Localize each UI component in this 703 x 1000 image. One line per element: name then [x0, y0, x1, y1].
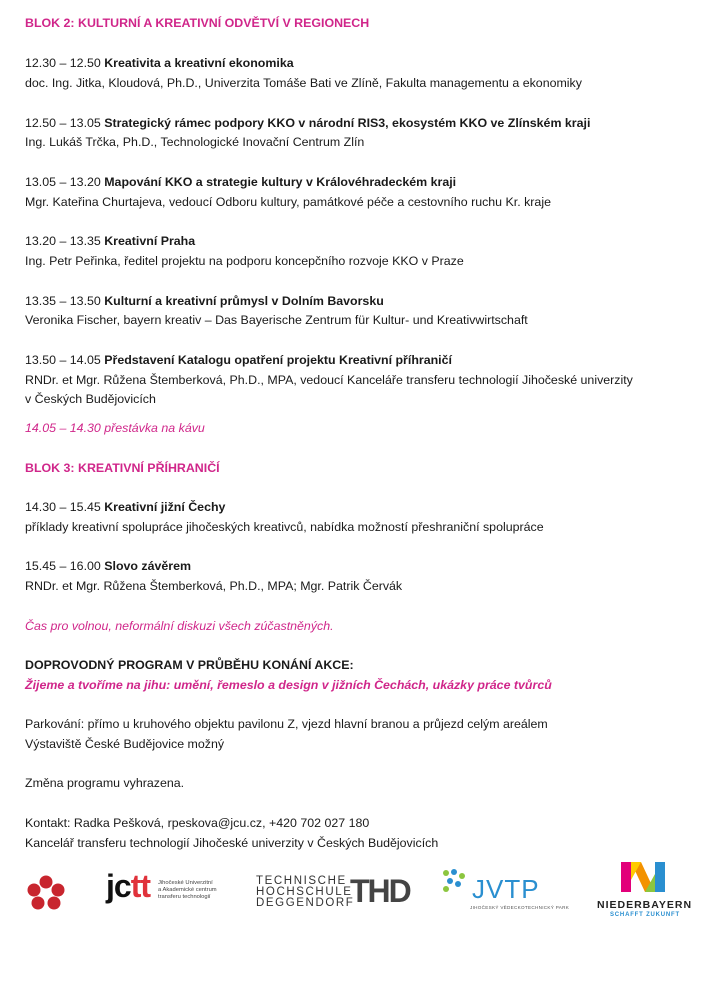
agenda-title: Kulturní a kreativní průmysl v Dolním Bavorsku	[104, 294, 384, 308]
niederbayern-logo-subtitle: SCHAFFT ZUKUNFT	[610, 912, 680, 918]
agenda-speaker: Ing. Petr Peřinka, ředitel projektu na podporu koncepčního rozvoje KKO v Praze	[25, 254, 464, 268]
agenda-item-time-title	[25, 174, 456, 190]
agenda-time: 12.30 – 12.50	[25, 56, 105, 70]
agenda-item-time-title	[25, 55, 294, 71]
agenda-title: Slovo závěrem	[104, 559, 192, 573]
agenda-item-time-title	[25, 293, 384, 309]
agenda-speaker: příklady kreativní spolupráce jihočeských kreativců, nabídka možností přeshraniční spolupráce	[25, 520, 544, 534]
agenda-speaker: Ing. Lukáš Trčka, Ph.D., Technologické Inovační Centrum Zlín	[25, 135, 365, 149]
agenda-speaker: Veronika Fischer, bayern kreativ – Das Bayerische Zentrum für Kultur- und Kreativwirtschaft	[25, 313, 528, 327]
agenda-title: Strategický rámec podpory KKO v národní RIS3, ekosystém KKO ve Zlínském kraji	[104, 116, 591, 130]
agenda-speaker: Mgr. Kateřina Churtajeva, vedoucí Odboru kultury, památkové péče a cestovního ruchu Kr. kraje	[25, 195, 551, 209]
agenda-speaker: RNDr. et Mgr. Růžena Štemberková, Ph.D., MPA; Mgr. Patrik Červák	[25, 579, 403, 593]
agenda-time: 14.30 – 15.45	[25, 500, 105, 514]
jvtp-logo-subtitle: JIHOČESKÝ VĚDECKOTECHNICKÝ PARK	[470, 905, 570, 910]
parking-line: Parkování: přímo u kruhového objektu pavilonu Z, vjezd hlavní branou a průjezd celým areálem	[25, 717, 548, 731]
jcct-logo-subtitle: Jihočeské Univerzitní a Akademické centrum transferu technologií	[158, 880, 217, 900]
contact-line: Kancelář transferu technologií Jihočeské univerzity v Českých Budějovicích	[25, 836, 439, 850]
jcct-logo-text: jctt	[106, 868, 150, 904]
agenda-title: Kreativní Praha	[104, 234, 196, 248]
agenda-item-time-title	[25, 352, 452, 368]
agenda-time: 13.20 – 13.35	[25, 234, 105, 248]
flower-icon	[27, 875, 65, 911]
jcct-logo	[106, 868, 150, 905]
agenda-item-time-title	[25, 558, 191, 574]
logo-row	[0, 858, 703, 928]
agenda-speaker-continued: v Českých Budějovicích	[25, 392, 156, 406]
block2-heading: BLOK 2: KULTURNÍ A KREATIVNÍ ODVĚTVÍ V REGIONECH	[25, 16, 370, 30]
agenda-title: Mapování KKO a strategie kultury v Královéhradeckém kraji	[104, 175, 457, 189]
parking-line: Výstaviště České Budějovice možný	[25, 737, 225, 751]
agenda-item-time-title	[25, 115, 590, 131]
accompanying-subtitle: Žijeme a tvoříme na jihu: umění, řemeslo a design v jižních Čechách, ukázky práce tvůrců	[25, 678, 552, 692]
coffee-break: 14.05 – 14.30 přestávka na kávu	[25, 421, 205, 435]
agenda-speaker: RNDr. et Mgr. Růžena Štemberková, Ph.D., MPA, vedoucí Kanceláře transferu technologií Jihočeské univerzity	[25, 373, 633, 387]
thd-logo-mark: THD	[350, 873, 410, 909]
dots-icon	[441, 868, 471, 896]
change-notice: Změna programu vyhrazena.	[25, 776, 185, 790]
contact-line: Kontakt: Radka Pešková, rpeskova@jcu.cz, +420 702 027 180	[25, 816, 370, 830]
agenda-title: Kreativní jižní Čechy	[104, 500, 226, 514]
closing-note: Čas pro volnou, neformální diskuzi všech zúčastněných.	[25, 619, 334, 633]
jvtp-logo-text: JVTP	[472, 874, 540, 904]
niederbayern-logo-text: NIEDERBAYERN	[597, 899, 693, 911]
agenda-time: 13.50 – 14.05	[25, 353, 105, 367]
accompanying-heading: DOPROVODNÝ PROGRAM V PRŮBĚHU KONÁNÍ AKCE:	[25, 658, 354, 672]
agenda-time: 13.05 – 13.20	[25, 175, 105, 189]
agenda-time: 15.45 – 16.00	[25, 559, 105, 573]
agenda-item-time-title	[25, 499, 225, 515]
agenda-time: 12.50 – 13.05	[25, 116, 105, 130]
agenda-title: Kreativita a kreativní ekonomika	[104, 56, 294, 70]
agenda-title: Představení Katalogu opatření projektu Kreativní příhraničí	[104, 353, 452, 367]
block3-heading: BLOK 3: KREATIVNÍ PŘÍHRANIČÍ	[25, 461, 220, 475]
agenda-time: 13.35 – 13.50	[25, 294, 105, 308]
niederbayern-mark-icon	[617, 860, 669, 894]
thd-logo-text: TECHNISCHE HOCHSCHULE DEGGENDORF	[256, 875, 355, 909]
agenda-item-time-title	[25, 233, 195, 249]
agenda-speaker: doc. Ing. Jitka, Kloudová, Ph.D., Univerzita Tomáše Bati ve Zlíně, Fakulta managementu a ekonomiky	[25, 76, 582, 90]
